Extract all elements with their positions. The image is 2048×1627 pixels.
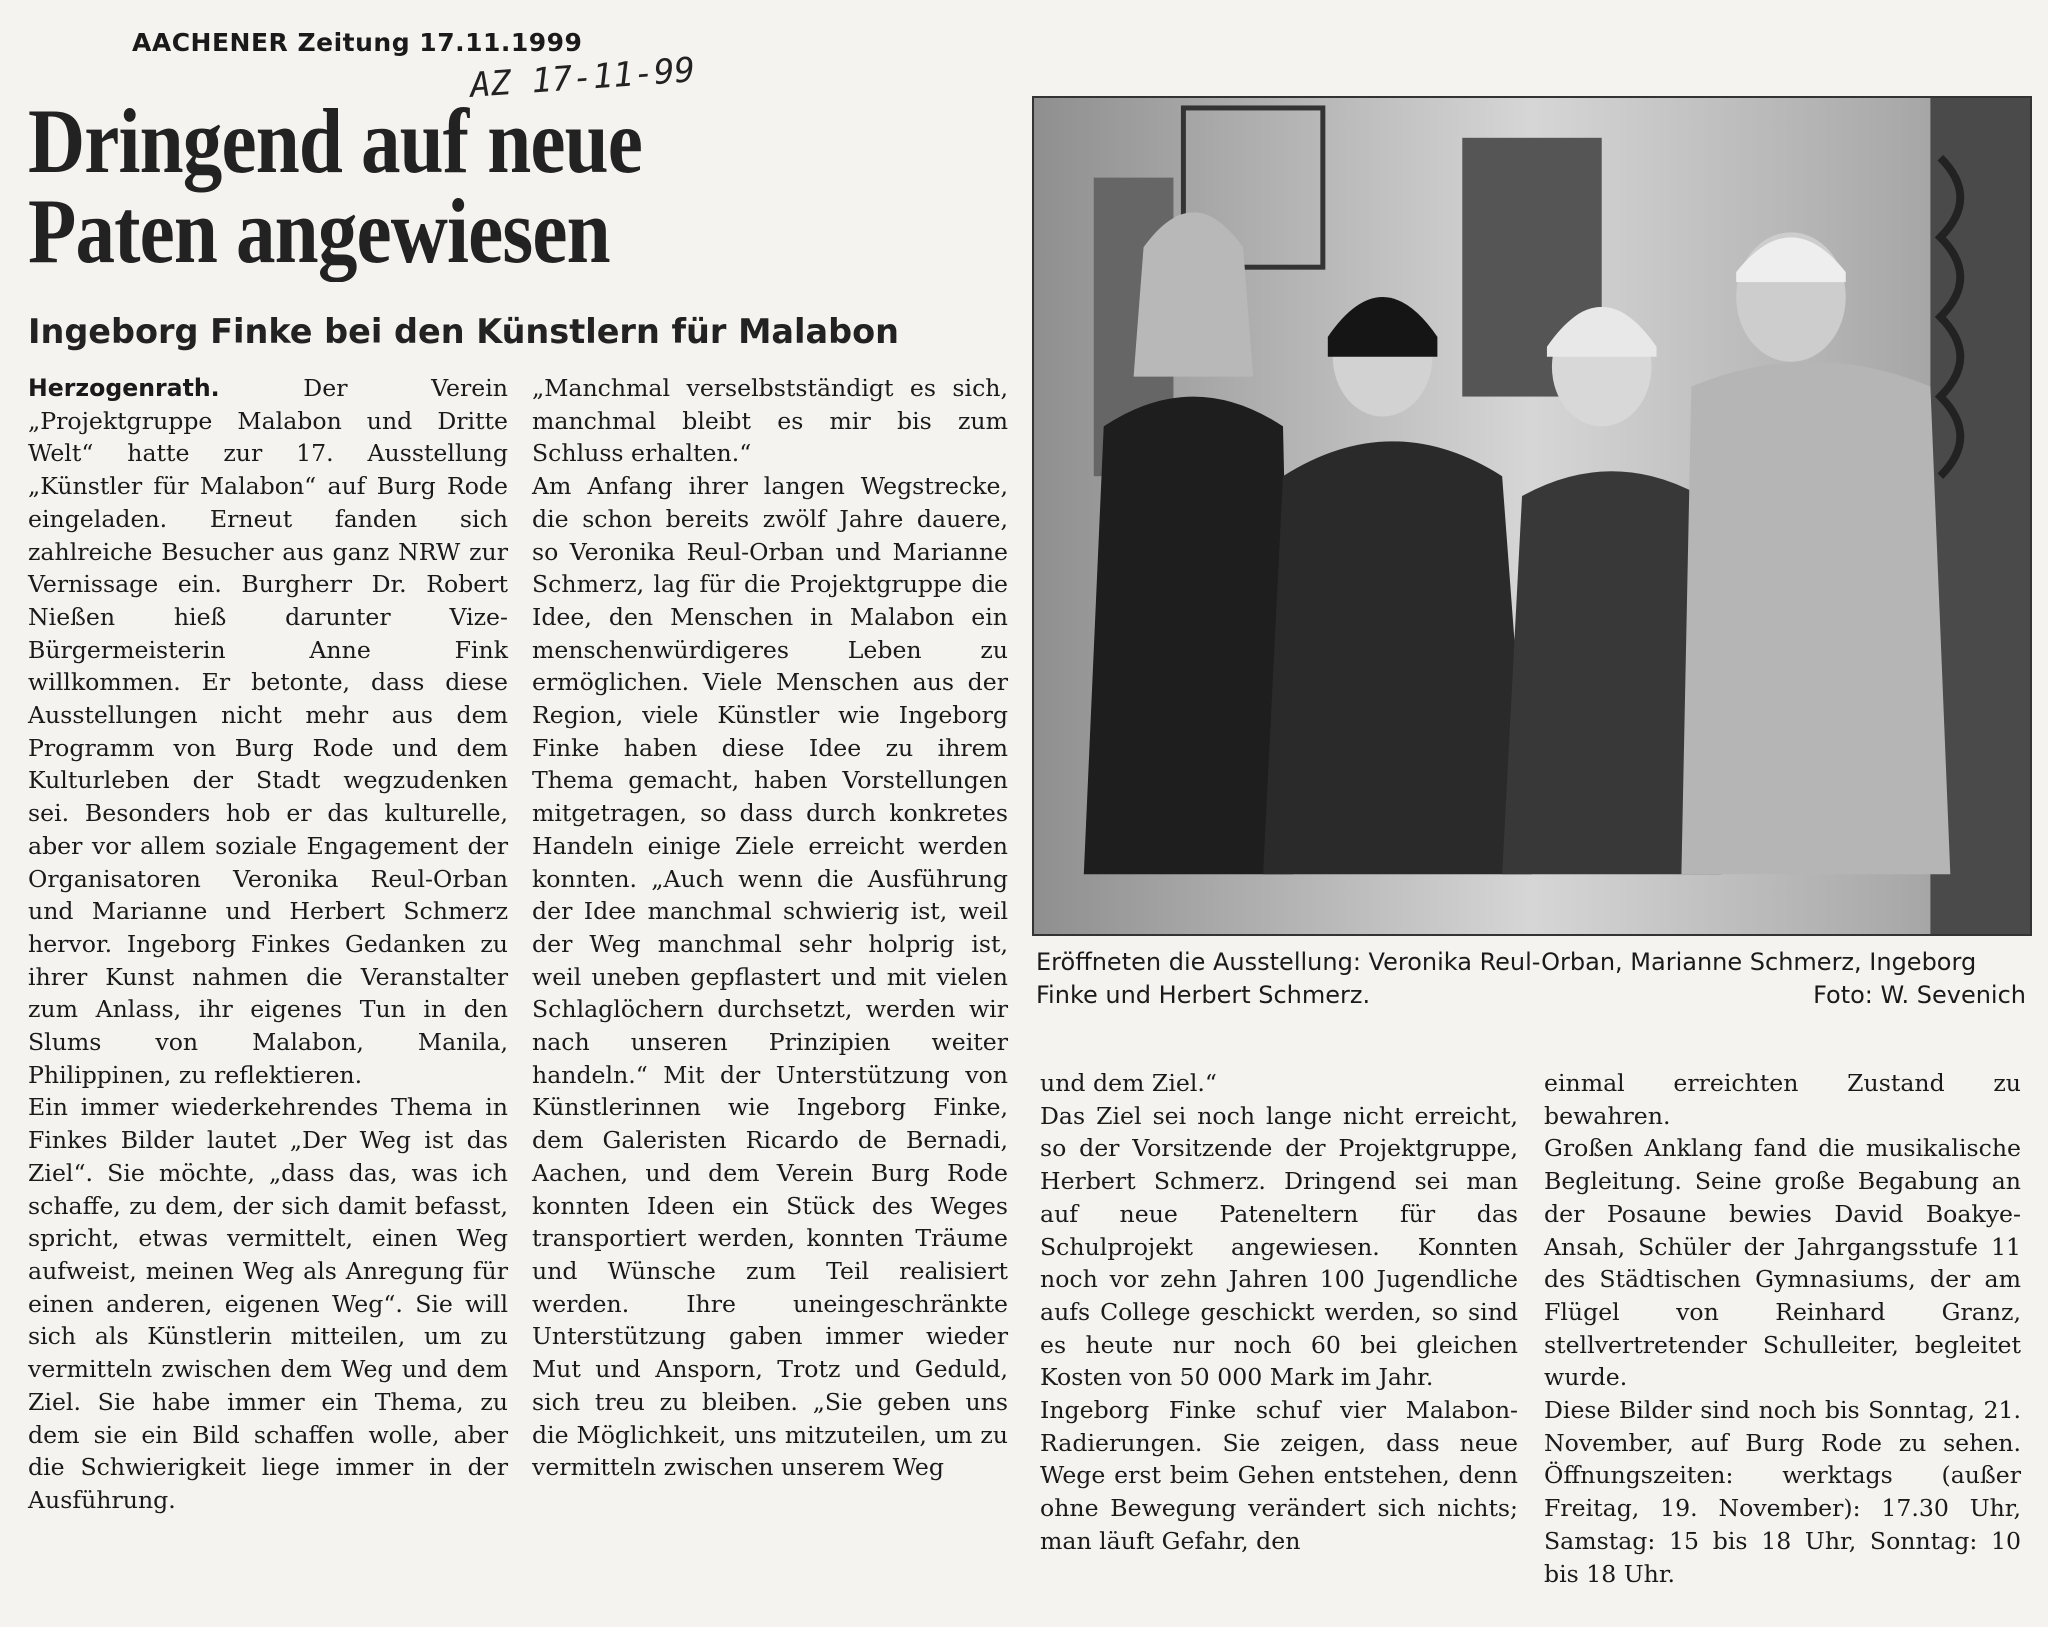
paragraph: und dem Ziel.“	[1040, 1069, 1217, 1097]
article-column-4	[1544, 1067, 2021, 1590]
paragraph: Ingeborg Finke schuf vier Malabon-Radierungen. Sie zeigen, dass neue Wege erst beim Gehen entstehen, denn ohne Bewegung verändert sich nichts; man läuft Gefahr, den	[1040, 1396, 1518, 1555]
article-column-1	[28, 372, 508, 1517]
photo	[1032, 96, 2032, 936]
article-column-3	[1040, 1067, 1518, 1558]
photo-credit: Foto: W. Sevenich	[1813, 981, 2026, 1009]
caption-text: Eröffneten die Ausstellung: Veronika Reul-Orban, Marianne Schmerz, Ingeborg Finke und Herbert Schmerz.	[1036, 948, 1977, 1009]
paragraph: Das Ziel sei noch lange nicht erreicht, so der Vorsitzende der Projektgruppe, Herbert Schmerz. Dringend sei man auf neue Pateneltern für das Schulprojekt angewiesen. Konnten noch vor zehn Jahren 100 Jugendliche aufs College geschickt werden, so sind es heute nur noch 60 bei gleichen Kosten von 50 000 Mark im Jahr.	[1040, 1101, 1518, 1392]
headline	[28, 90, 888, 282]
headline-line-2: Paten angewiesen	[28, 180, 610, 282]
subheadline: Ingeborg Finke bei den Künstlern für Malabon	[28, 312, 899, 351]
source-line: AACHENER Zeitung 17.11.1999	[132, 28, 583, 57]
paragraph: Am Anfang ihrer langen Wegstrecke, die schon bereits zwölf Jahre dauere, so Veronika Reul-Orban und Marianne Schmerz, lag für die Projektgruppe die Idee, den Menschen in Malabon ein menschenwürdigeres Leben zu ermöglichen. Viele Menschen aus der Region, viele Künstler wie Ingeborg Finke haben diese Idee zu ihrem Thema gemacht, haben Vorstellungen mitgetragen, so dass durch konkretes Handeln einige Ziele erreicht werden konnten. „Auch wenn die Ausführung der Idee manchmal schwierig ist, weil der Weg manchmal sehr holprig ist, weil uneben gepflastert und mit vielen Schlaglöchern durchsetzt, werden wir nach unseren Prinzipien weiter handeln.“ Mit der Unterstützung von Künstlerinnen wie Ingeborg Finke, dem Galeristen Ricardo de Bernadi, Aachen, und dem Verein Burg Rode konnten Ideen ein Stück des Weges transportiert werden, konnten Träume und Wünsche zum Teil realisiert werden. Ihre uneingeschränkte Unterstützung gaben immer wieder Mut und Ansporn, Trotz und Geduld, sich treu zu bleiben. „Sie geben uns die Möglichkeit, uns mitzuteilen, um zu vermitteln zwischen unserem Weg	[532, 472, 1008, 1482]
paragraph: Diese Bilder sind noch bis Sonntag, 21. November, auf Burg Rode zu sehen. Öffnungszeiten: werktags (außer Freitag, 19. November): 17.30 Uhr, Samstag: 15 bis 18 Uhr, Sonntag: 10 bis 18 Uhr.	[1544, 1396, 2021, 1588]
paragraph: einmal erreichten Zustand zu bewahren.	[1544, 1069, 2021, 1130]
paragraph: Ein immer wiederkehrendes Thema in Finkes Bilder lautet „Der Weg ist das Ziel“. Sie möchte, „dass das, was ich schaffe, zu dem, der sich damit befasst, spricht, etwas vermittelt, einen Weg aufweist, meinen Weg als Anregung für einen anderen, eigenen Weg“. Sie will sich als Künstlerin mitteilen, um zu vermitteln zwischen dem Weg und dem Ziel. Sie habe immer ein Thema, zu dem sie ein Bild schaffen wolle, aber die Schwierigkeit liege immer in der Ausführung.	[28, 1093, 508, 1514]
photo-image	[1034, 98, 2030, 934]
paragraph	[28, 372, 508, 1091]
paragraph-text: Der Verein „Projektgruppe Malabon und Dritte Welt“ hatte zur 17. Ausstellung „Künstler für Malabon“ auf Burg Rode eingeladen. Erneut fanden sich zahlreiche Besucher aus ganz NRW zur Vernissage ein. Burgherr Dr. Robert Nießen hieß darunter Vize-Bürgermeisterin Anne Fink willkommen. Er betonte, dass diese Ausstellungen nicht mehr aus dem Programm von Burg Rode und dem Kulturleben der Stadt wegzudenken sei. Besonders hob er das kulturelle, aber vor allem soziale Engagement der Organisatoren Veronika Reul-Orban und Marianne und Herbert Schmerz hervor. Ingeborg Finkes Gedanken zu ihrer Kunst nahmen die Veranstalter zum Anlass, ihr eigenes Tun in den Slums von Malabon, Manila, Philippinen, zu reflektieren.	[28, 374, 508, 1089]
headline-line-1: Dringend auf neue	[28, 90, 643, 192]
paragraph: Großen Anklang fand die musikalische Begleitung. Seine große Begabung an der Posaune bewies David Boakye-Ansah, Schüler der Jahrgangsstufe 11 des Städtischen Gymnasiums, der am Flügel von Reinhard Granz, stellvertretender Schulleiter, begleitet wurde.	[1544, 1134, 2021, 1392]
photo-caption	[1036, 946, 2026, 1012]
dateline: Herzogenrath.	[28, 374, 220, 402]
article-column-2	[532, 372, 1008, 1484]
paragraph: „Manchmal verselbstständigt es sich, manchmal bleibt es mir bis zum Schluss erhalten.“	[532, 374, 1008, 468]
handwritten-note: AZ 17-11-99	[468, 50, 697, 106]
